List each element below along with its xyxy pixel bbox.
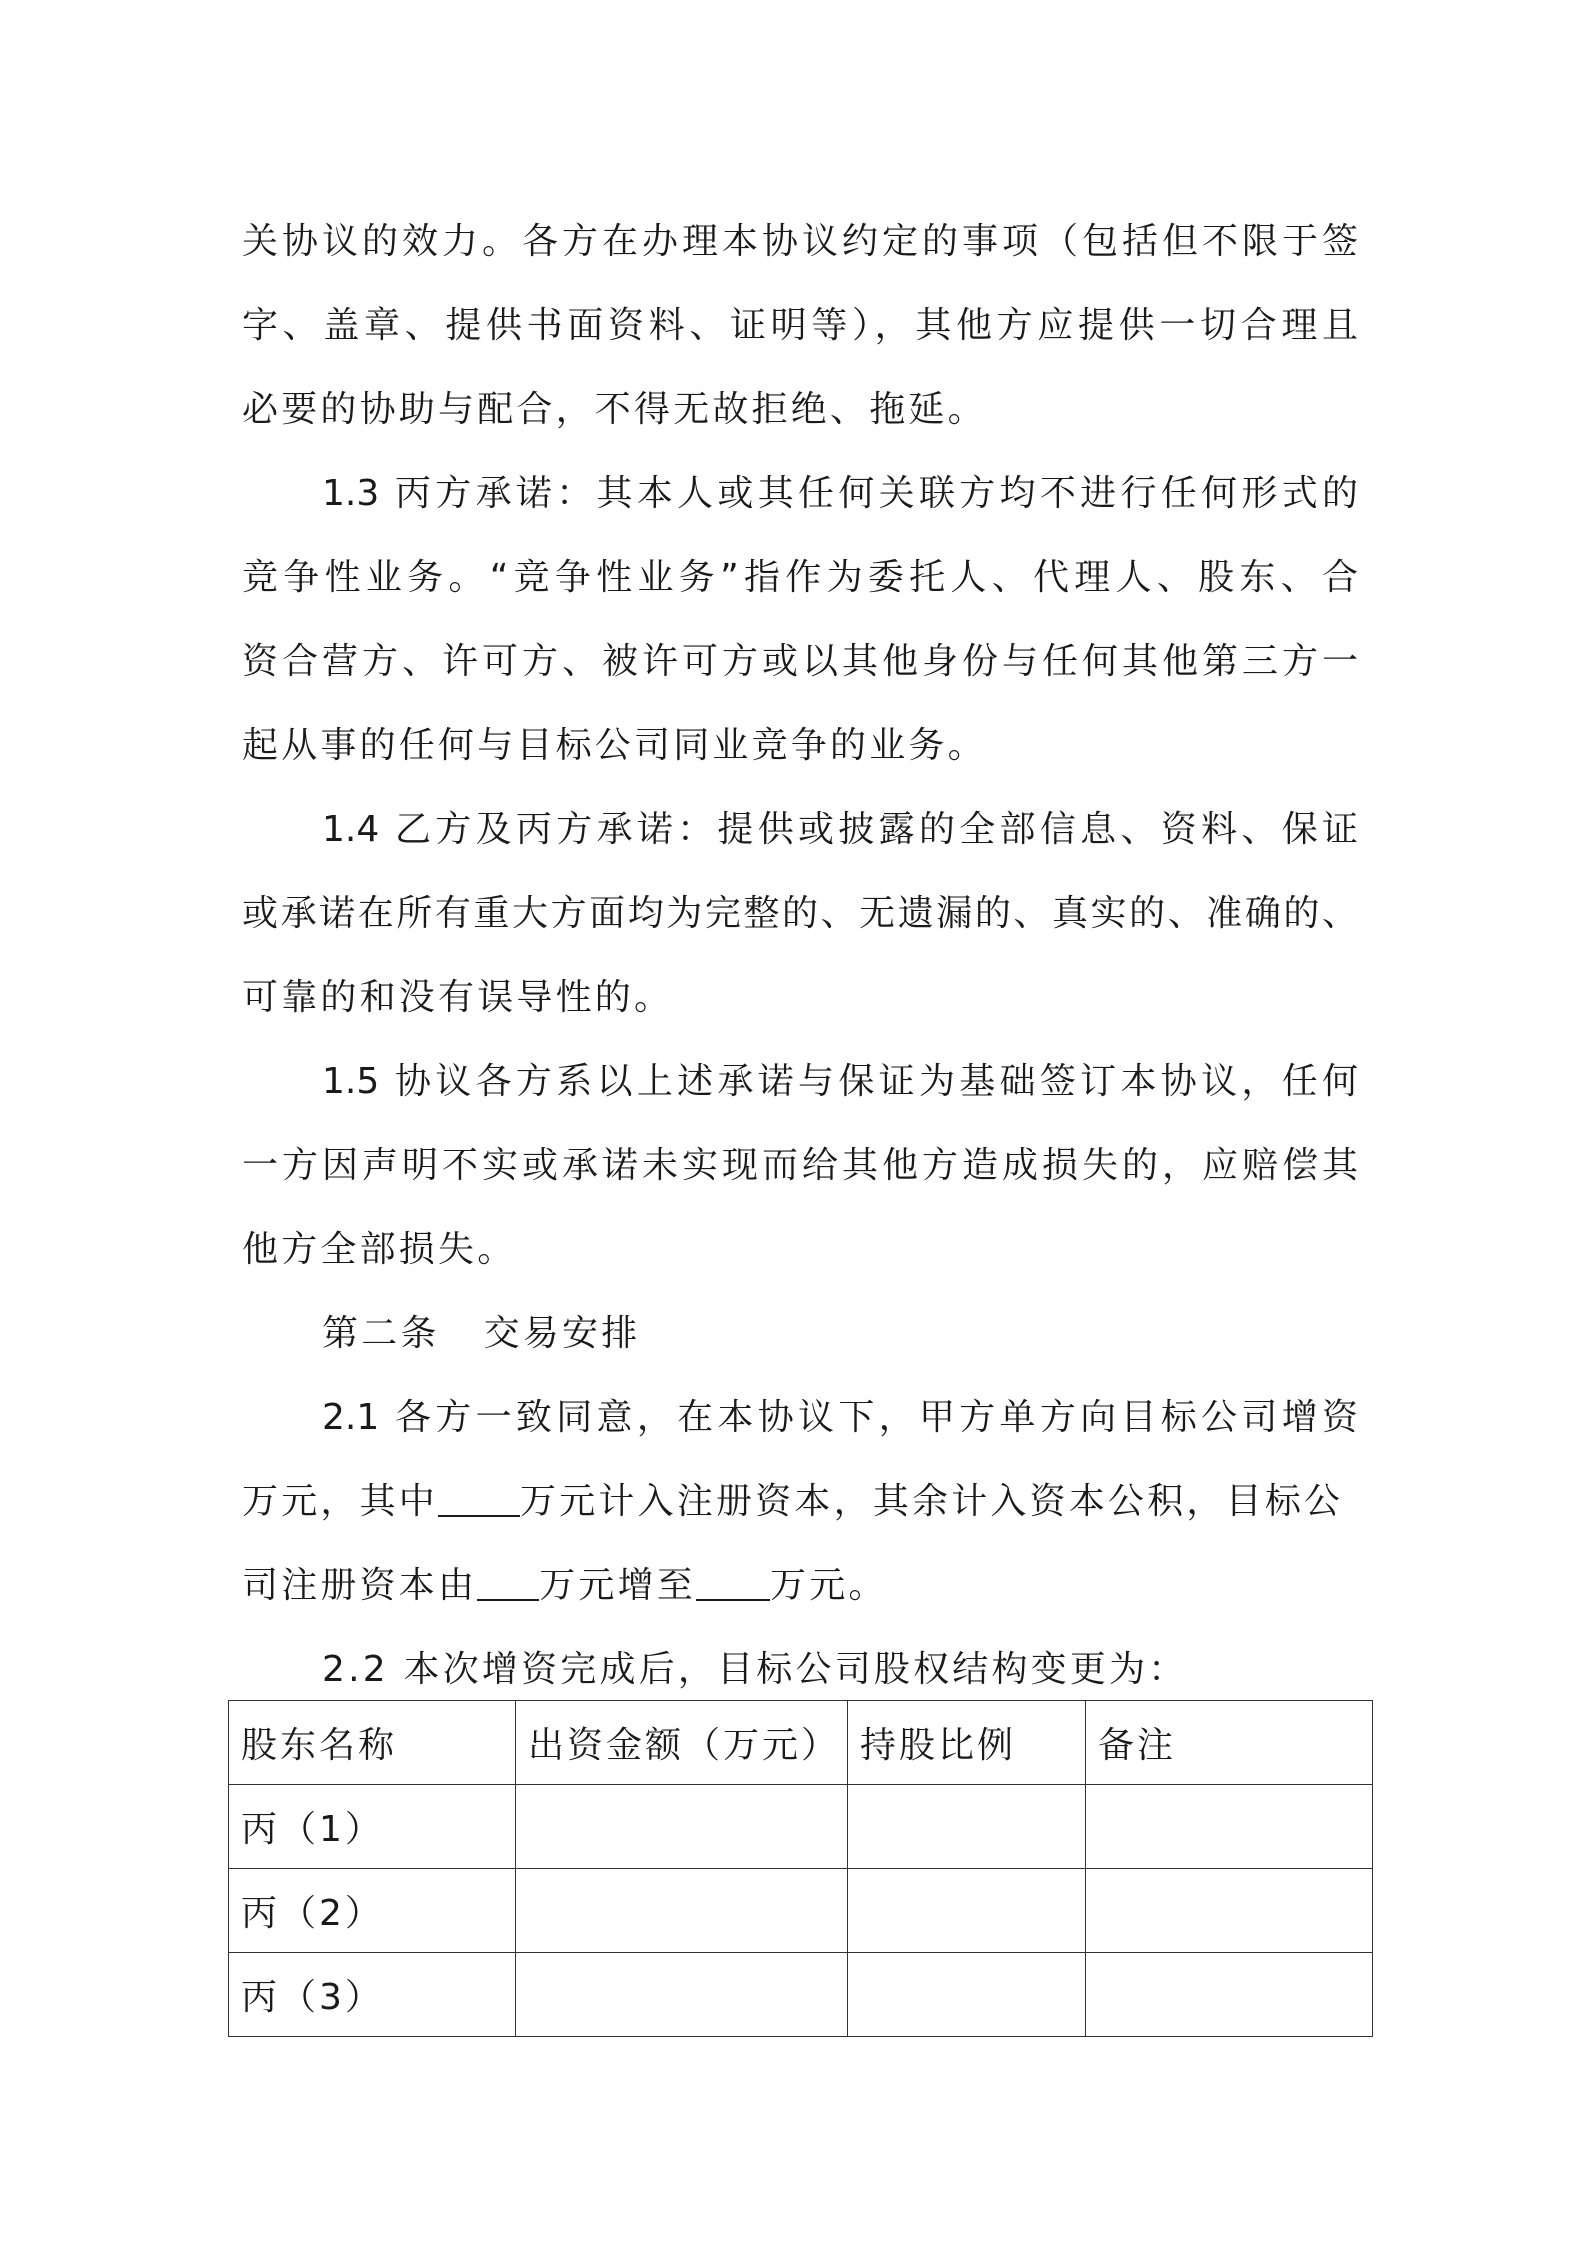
- article-number: 第二条: [322, 1313, 440, 1354]
- column-header: 备注: [1086, 1701, 1373, 1785]
- table-cell[interactable]: [516, 1953, 848, 2037]
- table-cell[interactable]: [516, 1869, 848, 1953]
- table-cell[interactable]: [516, 1785, 848, 1869]
- column-header: 股东名称: [229, 1701, 516, 1785]
- paragraph-line: 或承诺在所有重大方面均为完整的、无遗漏的、真实的、准确的、: [242, 893, 1358, 934]
- paragraph-line: 字、盖章、提供书面资料、证明等），其他方应提供一切合理且: [242, 305, 1358, 346]
- article-2-heading: [242, 1292, 1358, 1376]
- table-cell[interactable]: [848, 1953, 1086, 2037]
- table-cell[interactable]: [848, 1869, 1086, 1953]
- table-cell[interactable]: [1086, 1785, 1373, 1869]
- text-segment: 万元，其中: [242, 1481, 439, 1522]
- clause-2-1-line: [242, 1460, 1358, 1544]
- clause-1-3-line: 1.3 丙方承诺：其本人或其任何关联方均不进行任何形式的: [322, 473, 1358, 514]
- text-segment: 万元。: [770, 1565, 888, 1606]
- table-cell[interactable]: [1086, 1869, 1373, 1953]
- table-cell: 丙（1）: [229, 1785, 516, 1869]
- paragraph-line: 他方全部损失。: [242, 1229, 517, 1270]
- text-segment: 万元计入注册资本，其余计入资本公积，目标公: [520, 1481, 1344, 1522]
- fill-in-blank[interactable]: [696, 1555, 770, 1601]
- document-page: [242, 200, 1358, 1712]
- table-header-row: [229, 1701, 1373, 1785]
- fill-in-blank[interactable]: [477, 1555, 539, 1601]
- paragraph-line: 可靠的和没有误导性的。: [242, 977, 674, 1018]
- clause-1-4-line: 1.4 乙方及丙方承诺：提供或披露的全部信息、资料、保证: [322, 809, 1358, 850]
- equity-structure-table: [228, 1700, 1373, 2037]
- paragraph-line: 起从事的任何与目标公司同业竞争的业务。: [242, 725, 987, 766]
- clause-2-2-line: 2.2 本次增资完成后，目标公司股权结构变更为：: [322, 1649, 1188, 1690]
- clause-2-1-line: 2.1 各方一致同意，在本协议下，甲方单方向目标公司增资: [322, 1397, 1358, 1438]
- clause-1-5-line: 1.5 协议各方系以上述承诺与保证为基础签订本协议，任何: [322, 1061, 1358, 1102]
- column-header: 持股比例: [848, 1701, 1086, 1785]
- paragraph-line: 关协议的效力。各方在办理本协议约定的事项（包括但不限于签: [242, 221, 1358, 262]
- table-cell: 丙（2）: [229, 1869, 516, 1953]
- paragraph-line: 资合营方、许可方、被许可方或以其他身份与任何其他第三方一: [242, 641, 1358, 682]
- table-cell: 丙（3）: [229, 1953, 516, 2037]
- text-segment: 司注册资本由: [242, 1565, 478, 1606]
- text-segment: 万元增至: [539, 1565, 697, 1606]
- article-title: 交易安排: [483, 1313, 641, 1354]
- fill-in-blank[interactable]: [438, 1471, 520, 1517]
- paragraph-line: 一方因声明不实或承诺未实现而给其他方造成损失的，应赔偿其: [242, 1145, 1358, 1186]
- paragraph-line: 必要的协助与配合，不得无故拒绝、拖延。: [242, 389, 987, 430]
- table-cell[interactable]: [848, 1785, 1086, 1869]
- table-row: [229, 1869, 1373, 1953]
- table-cell[interactable]: [1086, 1953, 1373, 2037]
- table-row: [229, 1785, 1373, 1869]
- clause-2-1-line: [242, 1544, 1358, 1628]
- column-header: 出资金额（万元）: [516, 1701, 848, 1785]
- table-row: [229, 1953, 1373, 2037]
- paragraph-line: 竞争性业务。“竞争性业务”指作为委托人、代理人、股东、合: [242, 557, 1358, 598]
